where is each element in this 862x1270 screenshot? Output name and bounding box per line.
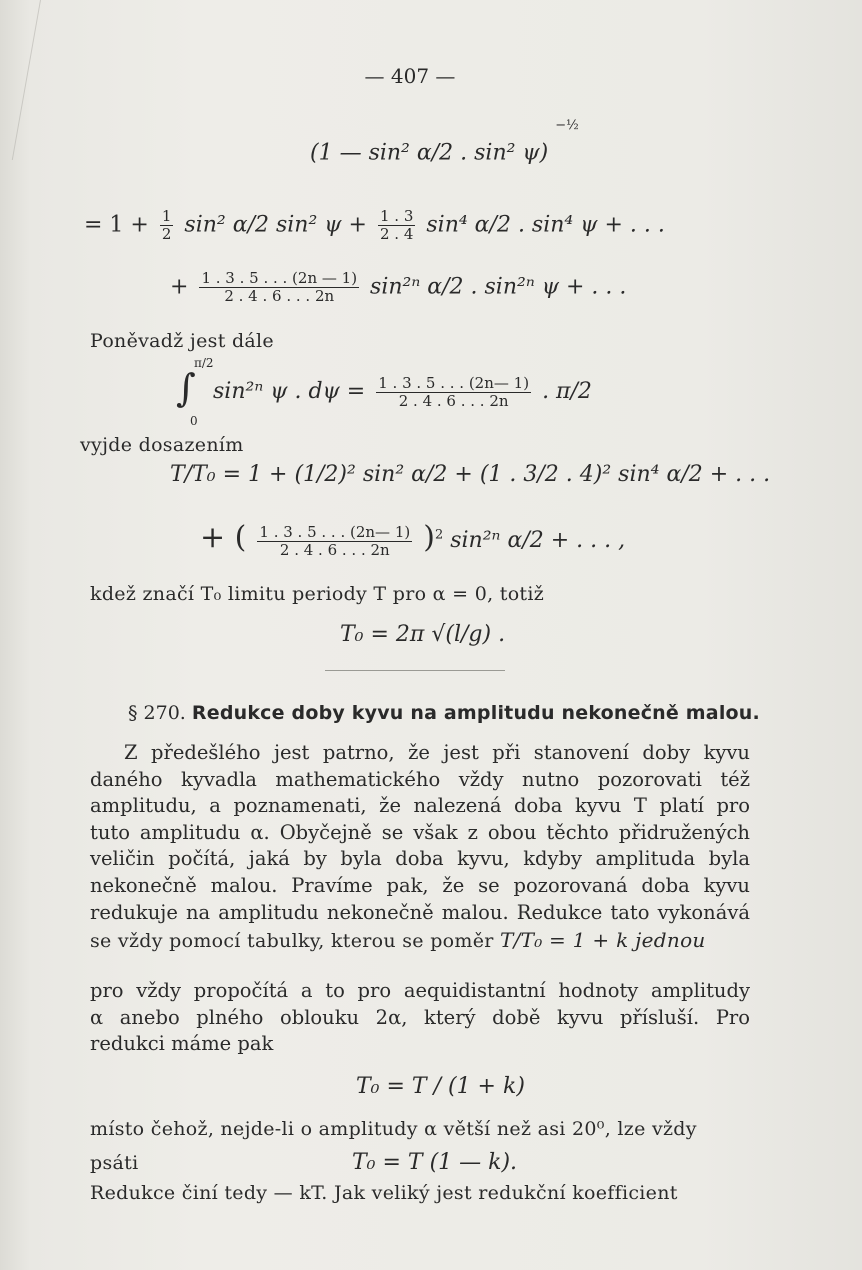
formula-1-term-3: sin²ⁿ α/2 . sin²ⁿ ψ + . . . [370,274,627,300]
paragraph-line: redukuje na amplitudu nekonečně malou. Redukce tato vykonává [90,900,750,924]
formula-3-lhs: T/T₀ = 1 + [170,462,288,487]
formula-1-line-1 [84,208,665,243]
text-psati: psáti [90,1152,139,1174]
formula-2 [176,356,592,428]
paragraph-line: α anebo plného oblouku 2α, který době kyvu přísluší. Pro [90,1005,750,1029]
paragraph-2 [90,978,750,1058]
formula-1-frac-1-num: 1 [161,207,172,225]
formula-3-line-1 [170,462,770,487]
formula-3-frac [257,524,412,559]
line-ratio-before: se vždy pomocí tabulky, kterou se poměr [90,930,494,952]
page-number: — 407 — [364,64,456,88]
formula-1-frac-3 [199,270,359,305]
formula-1-term-2: sin⁴ α/2 . sin⁴ ψ + . . . [426,212,665,238]
formula-1-frac-2 [378,208,415,243]
paragraph-line: pro vždy propočítá a to pro aequidistantní hodnoty amplitudy [90,979,750,1002]
text-ponevadz: Poněvadž jest dále [90,330,274,352]
formula-3-frac-num: 1 . 3 . 5 . . . (2n— 1) [259,522,411,541]
formula-2-integrand: sin²ⁿ ψ . dψ = [213,379,366,404]
line-ratio-after: = 1 + k jednou [548,928,706,952]
formula-6: T₀ = T (1 — k). [352,1150,518,1175]
formula-3-line-2: + ( $\frac{1 . 3 . 5 . . . (2n— 1)}{2 . 4 . 6 . . . 2n}$ )$^2$ sin²ⁿ α/2 + . . . , [200,520,626,559]
formula-3-term-2: (1 . 3/2 . 4)² sin⁴ α/2 + . . . [479,462,771,487]
formula-4: T₀ = 2π √(l/g) . [340,622,506,647]
text-kdez: kdež značí T₀ limitu periody T pro α = 0, totiž [90,583,545,605]
formula-1-left-text: (1 — sin² α/2 . sin² ψ) [310,140,549,166]
formula-1-term-1: sin² α/2 sin² ψ + [184,212,367,238]
section-heading [128,702,760,724]
formula-1-prefix: = 1 + [84,212,149,238]
integral-lower: 0 [190,414,198,428]
formula-5: T₀ = T / (1 + k) [356,1074,525,1099]
formula-2-frac-num: 1 . 3 . 5 . . . (2n— 1) [378,373,530,392]
paragraph-line: redukci máme pak [90,1032,274,1056]
formula-1-frac-3-num: 1 . 3 . 5 . . . (2n — 1) [201,269,358,287]
formula-1-line-2: + $\frac{1 . 3 . 5 . . . (2n — 1)}{2 . 4 . 6 . . . 2n}$ sin²ⁿ α/2 . sin²ⁿ ψ + . . . [170,269,627,305]
paragraph-line: daného kyvadla mathematického vždy nutno pozorovati též [90,767,750,791]
formula-1-frac-2-num: 1 . 3 [379,207,414,225]
paragraph-line: Z předešlého jest patrno, že jest při stanovení doby kyvu [124,741,750,764]
formula-3-term-1: (1/2)² sin² α/2 + [294,462,473,487]
formula-2-frac [376,375,531,410]
text-redukce: Redukce činí tedy — kT. Jak veliký jest redukční koefficient [90,1182,678,1204]
integral-sign: ∫ [176,366,196,410]
line-ratio-frac: T/T₀ [499,928,543,952]
paragraph-line: nekonečně malou. Pravíme pak, že se pozorovaná doba kyvu [90,873,750,897]
text-vyjde: vyjde dosazením [80,434,244,456]
formula-1-left [310,118,579,166]
line-ratio [90,928,750,952]
paragraph-line: tuto amplitudu α. Obyčejně se však z obou těchto přidružených [90,820,750,844]
formula-3-frac-den: 2 . 4 . 6 . . . 2n [279,540,390,559]
formula-2-tail: . π/2 [542,379,592,404]
paragraph-line: veličin počítá, jaká by byla doba kyvu, kdyby amplituda byla [90,847,750,871]
section-number: § 270. [128,702,186,724]
formula-1-frac-1 [160,208,174,243]
formula-1-frac-3-den: 2 . 4 . 6 . . . 2n [224,287,335,305]
formula-1-exponent: −½ [555,118,579,133]
formula-3-line-2-tail: sin²ⁿ α/2 + . . . , [450,528,626,553]
text-misto: místo čehož, nejde-li o amplitudy α větší než asi 20⁰, lze vždy [90,1118,697,1140]
integral-upper: π/2 [194,356,214,370]
page-edge-shadow [0,0,41,160]
paragraph-1 [90,740,750,926]
formula-1-frac-1-den: 2 [161,225,172,243]
paragraph-line: amplitudu, a poznamenati, že nalezená doba kyvu T platí pro [90,794,750,818]
formula-1-frac-2-den: 2 . 4 [379,225,414,243]
formula-2-frac-den: 2 . 4 . 6 . . . 2n [398,391,509,410]
section-title: Redukce doby kyvu na amplitudu nekonečně malou. [191,702,760,724]
divider [325,670,505,671]
